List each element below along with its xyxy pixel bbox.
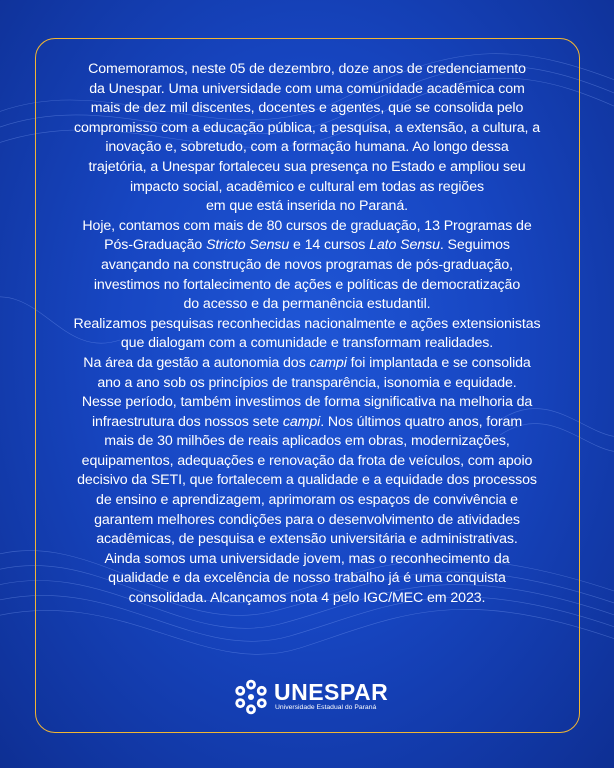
text-line: Realizamos pesquisas reconhecidas nacionalmente e ações extensionistas — [73, 315, 541, 332]
text-line: Nesse período, também investimos de forma significativa na melhoria da — [81, 394, 533, 411]
text-line: garantem melhores condições para o desenvolvimento de atividades — [94, 511, 520, 528]
text-line: avançando na construção de novos programas de pós-graduação, — [100, 256, 514, 273]
text-segment: infraestrutura dos nossos sete — [91, 413, 283, 430]
paragraph-courses — [52, 217, 562, 315]
text-line: acadêmicas, de pesquisa e extensão universitária e administrativas. — [96, 531, 518, 548]
text-line: consolidada. Alcançamos nota 4 pelo IGC/MEC em 2023. — [128, 590, 486, 607]
text-line: do acesso e da permanência estudantil. — [183, 296, 431, 313]
text-line: mais de 30 milhões de reais aplicados em obras, modernizações, — [104, 433, 510, 450]
text-line: de ensino e aprendizagem, aprimoram os espaços de convivência e — [96, 492, 518, 509]
text-line: Ainda somos uma universidade jovem, mas o reconhecimento da — [104, 550, 510, 567]
text-line: impacto social, acadêmico e cultural em todas as regiões — [130, 178, 484, 195]
text-line: da Unespar. Uma universidade com uma comunidade acadêmica com — [89, 80, 525, 97]
italic-term: Stricto Sensu — [206, 237, 290, 254]
text-line: investimos no fortalecimento de ações e políticas de democratização — [93, 276, 521, 293]
text-segment: Pós-Graduação — [104, 237, 207, 254]
text-segment: foi implantada e se consolida — [346, 354, 531, 371]
unespar-logo — [232, 676, 392, 718]
unespar-emblem-icon — [232, 678, 270, 716]
text-line: equipamentos, adequações e renovação da frota de veículos, com apoio — [81, 452, 533, 469]
text-line: em que está inserida no Paraná. — [206, 198, 408, 215]
paragraph-infrastructure — [52, 393, 562, 550]
text-line: qualidade e da excelência de nosso trabalho já é uma conquista — [108, 570, 506, 587]
paragraph-management — [52, 354, 562, 393]
text-segment: Na área da gestão a autonomia dos — [83, 354, 310, 371]
paragraph-research — [52, 315, 562, 354]
anniversary-message — [52, 60, 562, 609]
logo-subtitle: Universidade Estadual do Paraná — [275, 704, 377, 711]
text-segment: . Nos últimos quatro anos, foram — [320, 413, 523, 430]
text-line: ano a ano sob os princípios de transparência, isonomia e equidade. — [97, 374, 517, 391]
paragraph-anniversary — [52, 60, 562, 217]
text-line: Hoje, contamos com mais de 80 cursos de graduação, 13 Programas de — [82, 217, 532, 234]
italic-term: Lato Sensu — [369, 237, 440, 254]
text-line: compromisso com a educação pública, a pesquisa, a extensão, a cultura, a — [74, 119, 540, 136]
text-line: mais de dez mil discentes, docentes e agentes, que se consolida pelo — [90, 100, 524, 117]
text-line: que dialogam com a comunidade e transformam realidades. — [120, 335, 494, 352]
italic-term: campi — [309, 354, 347, 371]
text-line: decisivo da SETI, que fortalecem a qualidade e a equidade dos processos — [77, 472, 537, 489]
italic-term: campi — [282, 413, 321, 430]
text-segment: e 14 cursos — [289, 237, 370, 254]
logo-wordmark: UNESPAR — [274, 679, 389, 705]
text-line: Comemoramos, neste 05 de dezembro, doze anos de credenciamento — [88, 61, 526, 77]
paragraph-recognition — [52, 550, 562, 609]
text-segment: . Seguimos — [439, 237, 510, 254]
text-line: inovação e, sobretudo, com a formação humana. Ao longo dessa — [105, 139, 509, 156]
text-line: trajetória, a Unespar fortaleceu sua presença no Estado e ampliou seu — [88, 158, 526, 175]
